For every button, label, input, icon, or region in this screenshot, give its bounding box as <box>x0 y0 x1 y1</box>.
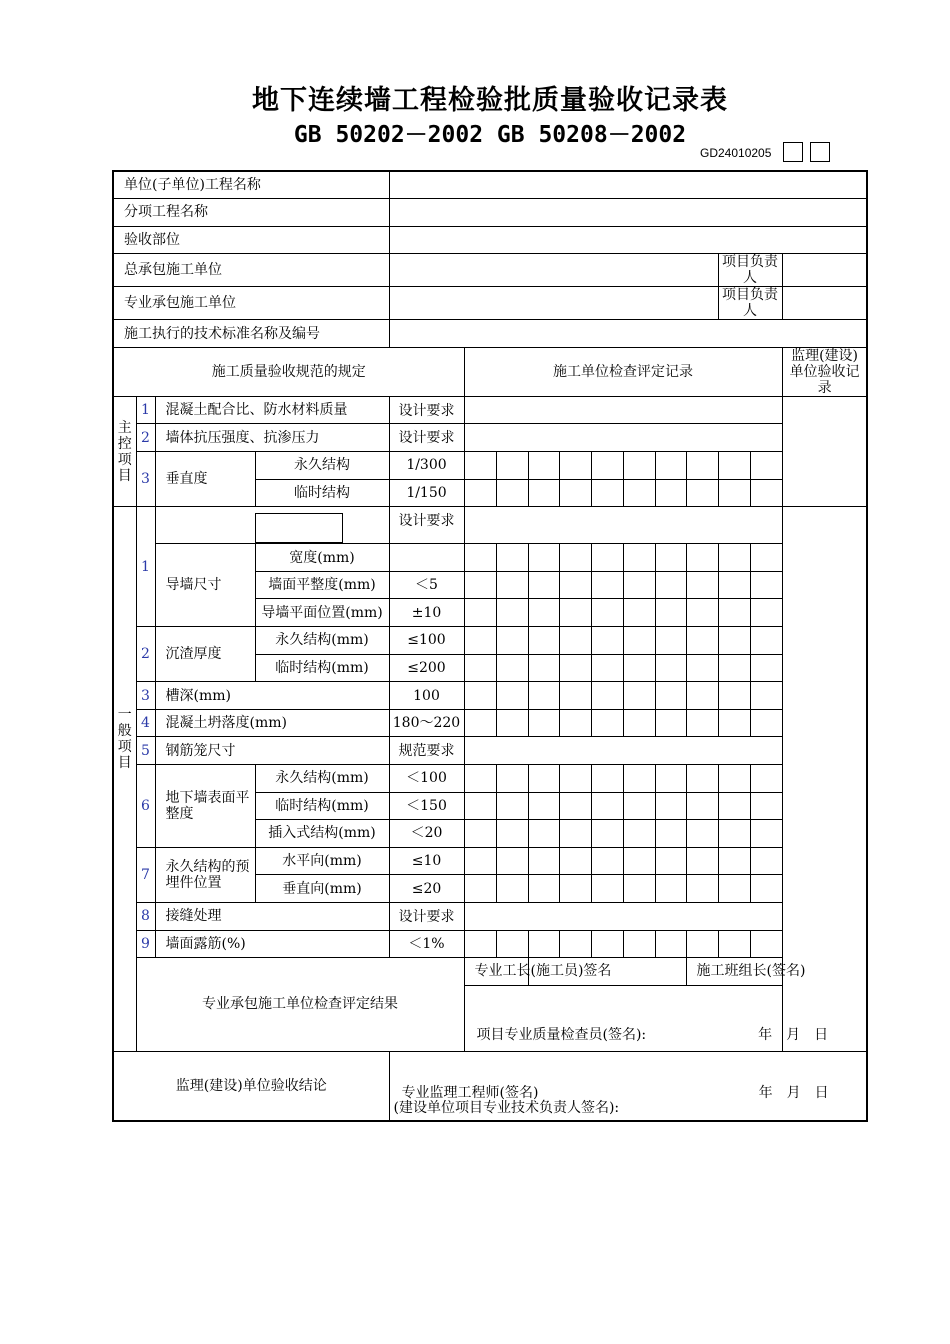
record-cell[interactable] <box>718 792 750 820</box>
contractor-result-label: 专业承包施工单位检查评定结果 <box>136 958 464 1052</box>
record-cell[interactable] <box>591 627 623 655</box>
sub-project-field[interactable] <box>389 199 867 227</box>
record-cell[interactable] <box>528 875 559 903</box>
main-item-3-val-1: 1/300 <box>389 452 464 480</box>
general-item-3-value: 100 <box>389 682 464 710</box>
inspector-label: 项目专业质量检查员(签名): <box>476 1026 647 1043</box>
record-cell[interactable] <box>718 930 750 958</box>
record-cell[interactable] <box>623 599 655 627</box>
tech-standard-field[interactable] <box>389 320 867 348</box>
record-cell[interactable] <box>655 654 686 682</box>
record-cell[interactable] <box>496 599 528 627</box>
record-cell[interactable] <box>591 479 623 507</box>
general-item-6-no: 6 <box>136 765 155 848</box>
record-cell[interactable] <box>655 479 686 507</box>
record-cell[interactable] <box>496 875 528 903</box>
embed-horizontal: 水平向(mm) <box>255 847 389 875</box>
flatness-permanent-value: ＜100 <box>389 765 464 793</box>
record-cell[interactable] <box>686 792 718 820</box>
record-cell[interactable] <box>528 627 559 655</box>
record-cell[interactable] <box>464 930 496 958</box>
record-cell[interactable] <box>496 452 528 480</box>
record-cell[interactable] <box>750 571 782 599</box>
general-item-9-no: 9 <box>136 930 155 958</box>
supervision-conclusion-label: 监理(建设)单位验收结论 <box>113 1051 389 1121</box>
general-item-5-no: 5 <box>136 737 155 765</box>
general-item-3-name: 槽深(mm) <box>155 682 389 710</box>
record-cell[interactable] <box>655 452 686 480</box>
record-cell[interactable] <box>591 452 623 480</box>
record-cell[interactable] <box>464 820 496 848</box>
record-cell[interactable] <box>750 709 782 737</box>
contractor-result-area[interactable] <box>464 985 867 1051</box>
record-cell[interactable] <box>559 875 591 903</box>
record-cell[interactable] <box>623 627 655 655</box>
record-cell[interactable] <box>750 627 782 655</box>
record-cell[interactable] <box>718 544 750 572</box>
general-item-7-name: 永久结构的预埋件位置 <box>155 847 255 902</box>
guide-wall-position-value: ±10 <box>389 599 464 627</box>
record-cell[interactable] <box>464 765 496 793</box>
main-item-2-name: 墙体抗压强度、抗渗压力 <box>155 424 389 452</box>
record-cell[interactable] <box>750 452 782 480</box>
form-code: GD24010205 <box>700 146 772 160</box>
specialty-manager-field[interactable] <box>782 287 867 320</box>
general-item-8-record[interactable] <box>464 902 782 930</box>
record-cell[interactable] <box>464 627 496 655</box>
general-label: 一 般 项 目 <box>113 507 136 1052</box>
record-cell[interactable] <box>464 682 496 710</box>
record-cell[interactable] <box>528 654 559 682</box>
general-item-9-value: ＜1% <box>389 930 464 958</box>
record-cell[interactable] <box>718 682 750 710</box>
input-box[interactable] <box>255 513 343 543</box>
flatness-permanent: 永久结构(mm) <box>255 765 389 793</box>
record-cell[interactable] <box>655 820 686 848</box>
main-item-3-name: 垂直度 <box>155 452 255 507</box>
record-cell[interactable] <box>718 599 750 627</box>
record-cell[interactable] <box>718 875 750 903</box>
general-item-4-no: 4 <box>136 709 155 737</box>
record-cell[interactable] <box>559 599 591 627</box>
record-cell[interactable] <box>623 479 655 507</box>
record-cell[interactable] <box>559 544 591 572</box>
general-item-1-record[interactable] <box>464 507 782 544</box>
record-cell[interactable] <box>591 571 623 599</box>
record-cell[interactable] <box>559 709 591 737</box>
main-item-3-sub-2: 临时结构 <box>255 479 389 507</box>
record-cell[interactable] <box>591 682 623 710</box>
general-item-1-no: 1 <box>136 507 155 627</box>
record-cell[interactable] <box>528 792 559 820</box>
record-cell[interactable] <box>559 571 591 599</box>
record-cell[interactable] <box>718 654 750 682</box>
record-cell[interactable] <box>750 847 782 875</box>
record-cell[interactable] <box>591 765 623 793</box>
record-cell[interactable] <box>591 820 623 848</box>
record-cell[interactable] <box>623 820 655 848</box>
general-item-1-blank <box>155 507 389 544</box>
record-cell[interactable] <box>686 765 718 793</box>
record-cell[interactable] <box>528 682 559 710</box>
record-cell[interactable] <box>718 571 750 599</box>
guide-wall-flatness: 墙面平整度(mm) <box>255 571 389 599</box>
record-cell[interactable] <box>528 847 559 875</box>
flatness-temporary-value: ＜150 <box>389 792 464 820</box>
record-cell[interactable] <box>496 627 528 655</box>
embed-vertical: 垂直向(mm) <box>255 875 389 903</box>
record-cell[interactable] <box>750 479 782 507</box>
main-item-1-no: 1 <box>136 396 155 424</box>
record-cell[interactable] <box>750 820 782 848</box>
record-cell[interactable] <box>496 765 528 793</box>
record-cell[interactable] <box>559 682 591 710</box>
main-item-1-name: 混凝土配合比、防水材料质量 <box>155 396 389 424</box>
record-cell[interactable] <box>559 654 591 682</box>
record-cell[interactable] <box>591 599 623 627</box>
inspection-table <box>112 170 868 1122</box>
flatness-inserted: 插入式结构(mm) <box>255 820 389 848</box>
flatness-inserted-value: ＜20 <box>389 820 464 848</box>
general-item-2-name: 沉渣厚度 <box>155 627 255 682</box>
record-cell[interactable] <box>623 792 655 820</box>
record-cell[interactable] <box>686 599 718 627</box>
record-cell[interactable] <box>528 544 559 572</box>
record-cell[interactable] <box>686 654 718 682</box>
unit-project-field[interactable] <box>389 171 867 199</box>
record-cell[interactable] <box>559 847 591 875</box>
record-cell[interactable] <box>559 792 591 820</box>
record-cell[interactable] <box>686 479 718 507</box>
record-cell[interactable] <box>591 792 623 820</box>
sediment-permanent-value: ≤100 <box>389 627 464 655</box>
general-item-4-value: 180～220 <box>389 709 464 737</box>
sediment-permanent: 永久结构(mm) <box>255 627 389 655</box>
construction-record-header: 施工单位检查评定记录 <box>464 347 782 396</box>
record-cell[interactable] <box>750 792 782 820</box>
main-control-label: 主 控 项 目 <box>113 396 136 506</box>
foreman-label: 专业工长(施工员)签名 <box>464 958 528 986</box>
record-cell[interactable] <box>528 930 559 958</box>
record-cell[interactable] <box>623 452 655 480</box>
record-cell[interactable] <box>464 479 496 507</box>
guide-wall-width: 宽度(mm) <box>255 544 389 572</box>
general-item-6-name: 地下墙表面平整度 <box>155 765 255 848</box>
record-cell[interactable] <box>496 682 528 710</box>
record-cell[interactable] <box>496 654 528 682</box>
record-cell[interactable] <box>559 479 591 507</box>
guide-wall-width-value <box>389 544 464 572</box>
record-cell[interactable] <box>718 709 750 737</box>
record-cell[interactable] <box>623 682 655 710</box>
record-cell[interactable] <box>686 930 718 958</box>
record-cell[interactable] <box>655 682 686 710</box>
record-cell[interactable] <box>528 479 559 507</box>
record-cell[interactable] <box>623 571 655 599</box>
spec-header: 施工质量验收规范的规定 <box>113 347 464 396</box>
general-item-8-no: 8 <box>136 902 155 930</box>
record-cell[interactable] <box>655 544 686 572</box>
team-leader-label: 施工班组长(签名) <box>686 958 867 986</box>
general-item-9-name: 墙面露筋(%) <box>155 930 389 958</box>
record-cell[interactable] <box>528 452 559 480</box>
unit-project-label: 单位(子单位)工程名称 <box>113 171 389 199</box>
record-cell[interactable] <box>623 875 655 903</box>
main-item-1-req: 设计要求 <box>389 396 464 424</box>
record-cell[interactable] <box>591 709 623 737</box>
standard-code: GB 50202－2002 GB 50208－2002 <box>293 122 687 148</box>
record-cell[interactable] <box>591 544 623 572</box>
acceptance-part-field[interactable] <box>389 226 867 254</box>
record-cell[interactable] <box>464 571 496 599</box>
project-manager-field[interactable] <box>782 254 867 287</box>
general-item-8-req: 设计要求 <box>389 902 464 930</box>
record-cell[interactable] <box>496 709 528 737</box>
record-cell[interactable] <box>623 930 655 958</box>
record-cell[interactable] <box>750 654 782 682</box>
engineer-label: 专业监理工程师(签名) <box>401 1085 539 1102</box>
record-cell[interactable] <box>528 599 559 627</box>
record-cell[interactable] <box>718 765 750 793</box>
record-cell[interactable] <box>559 820 591 848</box>
record-cell[interactable] <box>623 654 655 682</box>
record-cell[interactable] <box>496 571 528 599</box>
record-cell[interactable] <box>686 452 718 480</box>
record-cell[interactable] <box>464 452 496 480</box>
record-cell[interactable] <box>686 544 718 572</box>
general-item-4-name: 混凝土坍落度(mm) <box>155 709 389 737</box>
record-cell[interactable] <box>559 452 591 480</box>
guide-wall-flatness-value: ＜5 <box>389 571 464 599</box>
guide-wall-position: 导墙平面位置(mm) <box>255 599 389 627</box>
main-item-3-sub-1: 永久结构 <box>255 452 389 480</box>
record-cell[interactable] <box>655 875 686 903</box>
record-cell[interactable] <box>559 627 591 655</box>
record-cell[interactable] <box>750 599 782 627</box>
sub-project-label: 分项工程名称 <box>113 199 389 227</box>
main-control-supervision[interactable] <box>782 396 867 506</box>
code-box-2[interactable] <box>810 142 830 162</box>
project-manager-label: 项目负责人 <box>718 254 782 287</box>
record-cell[interactable] <box>528 765 559 793</box>
code-box-1[interactable] <box>783 142 803 162</box>
record-cell[interactable] <box>718 847 750 875</box>
main-item-2-req: 设计要求 <box>389 424 464 452</box>
specialty-contractor-label: 专业承包施工单位 <box>113 287 389 320</box>
general-item-5-value: 规范要求 <box>389 737 464 765</box>
record-cell[interactable] <box>655 599 686 627</box>
main-item-3-no: 3 <box>136 452 155 507</box>
record-cell[interactable] <box>591 875 623 903</box>
sediment-temporary: 临时结构(mm) <box>255 654 389 682</box>
record-cell[interactable] <box>718 627 750 655</box>
general-item-1-name: 导墙尺寸 <box>155 544 255 627</box>
main-item-2-no: 2 <box>136 424 155 452</box>
record-cell[interactable] <box>464 847 496 875</box>
record-cell[interactable] <box>559 930 591 958</box>
record-cell[interactable] <box>686 627 718 655</box>
record-cell[interactable] <box>464 709 496 737</box>
form-title: 地下连续墙工程检验批质量验收记录表 <box>252 85 728 116</box>
record-cell[interactable] <box>750 875 782 903</box>
record-cell[interactable] <box>464 544 496 572</box>
record-cell[interactable] <box>528 709 559 737</box>
record-cell[interactable] <box>655 571 686 599</box>
contractor-date: 年 月 日 <box>758 1026 829 1043</box>
record-cell[interactable] <box>686 571 718 599</box>
record-cell[interactable] <box>686 820 718 848</box>
general-item-5-record[interactable] <box>464 737 782 765</box>
record-cell[interactable] <box>496 847 528 875</box>
embed-horizontal-value: ≤10 <box>389 847 464 875</box>
tech-standard-label: 施工执行的技术标准名称及编号 <box>113 320 389 348</box>
specialty-manager-label: 项目负责人 <box>718 287 782 320</box>
record-cell[interactable] <box>623 544 655 572</box>
record-cell[interactable] <box>559 765 591 793</box>
record-cell[interactable] <box>718 820 750 848</box>
record-cell[interactable] <box>718 479 750 507</box>
main-item-1-record[interactable] <box>464 396 782 424</box>
record-cell[interactable] <box>686 847 718 875</box>
owner-rep-label: (建设单位项目专业技术负责人签名): <box>393 1100 620 1117</box>
record-cell[interactable] <box>655 930 686 958</box>
record-cell[interactable] <box>591 930 623 958</box>
record-cell[interactable] <box>686 682 718 710</box>
main-item-3-val-2: 1/150 <box>389 479 464 507</box>
record-cell[interactable] <box>750 544 782 572</box>
record-cell[interactable] <box>686 709 718 737</box>
general-item-3-no: 3 <box>136 682 155 710</box>
record-cell[interactable] <box>496 792 528 820</box>
record-cell[interactable] <box>686 875 718 903</box>
record-cell[interactable] <box>464 654 496 682</box>
record-cell[interactable] <box>655 765 686 793</box>
record-cell[interactable] <box>496 544 528 572</box>
general-contractor-field[interactable] <box>389 254 718 287</box>
record-cell[interactable] <box>750 765 782 793</box>
flatness-temporary: 临时结构(mm) <box>255 792 389 820</box>
record-cell[interactable] <box>623 709 655 737</box>
general-item-1-req: 设计要求 <box>389 507 464 544</box>
general-item-2-no: 2 <box>136 627 155 682</box>
record-cell[interactable] <box>496 820 528 848</box>
record-cell[interactable] <box>718 452 750 480</box>
record-cell[interactable] <box>655 792 686 820</box>
general-item-5-name: 钢筋笼尺寸 <box>155 737 389 765</box>
main-item-2-record[interactable] <box>464 424 782 452</box>
record-cell[interactable] <box>623 765 655 793</box>
general-item-7-no: 7 <box>136 847 155 902</box>
record-cell[interactable] <box>655 709 686 737</box>
record-cell[interactable] <box>591 654 623 682</box>
record-cell[interactable] <box>496 479 528 507</box>
record-cell[interactable] <box>464 599 496 627</box>
record-cell[interactable] <box>655 847 686 875</box>
record-cell[interactable] <box>591 847 623 875</box>
sediment-temporary-value: ≤200 <box>389 654 464 682</box>
specialty-contractor-field[interactable] <box>389 287 718 320</box>
acceptance-part-label: 验收部位 <box>113 226 389 254</box>
record-cell[interactable] <box>528 571 559 599</box>
general-contractor-label: 总承包施工单位 <box>113 254 389 287</box>
general-item-8-name: 接缝处理 <box>155 902 389 930</box>
record-cell[interactable] <box>464 792 496 820</box>
record-cell[interactable] <box>496 930 528 958</box>
record-cell[interactable] <box>655 627 686 655</box>
supervision-date: 年 月 日 <box>758 1085 829 1102</box>
record-cell[interactable] <box>750 930 782 958</box>
record-cell[interactable] <box>750 682 782 710</box>
supervision-record-header: 监理(建设)单位验收记录 <box>782 347 867 396</box>
record-cell[interactable] <box>623 847 655 875</box>
record-cell[interactable] <box>528 820 559 848</box>
record-cell[interactable] <box>464 875 496 903</box>
embed-vertical-value: ≤20 <box>389 875 464 903</box>
supervision-conclusion-area[interactable] <box>389 1051 867 1121</box>
